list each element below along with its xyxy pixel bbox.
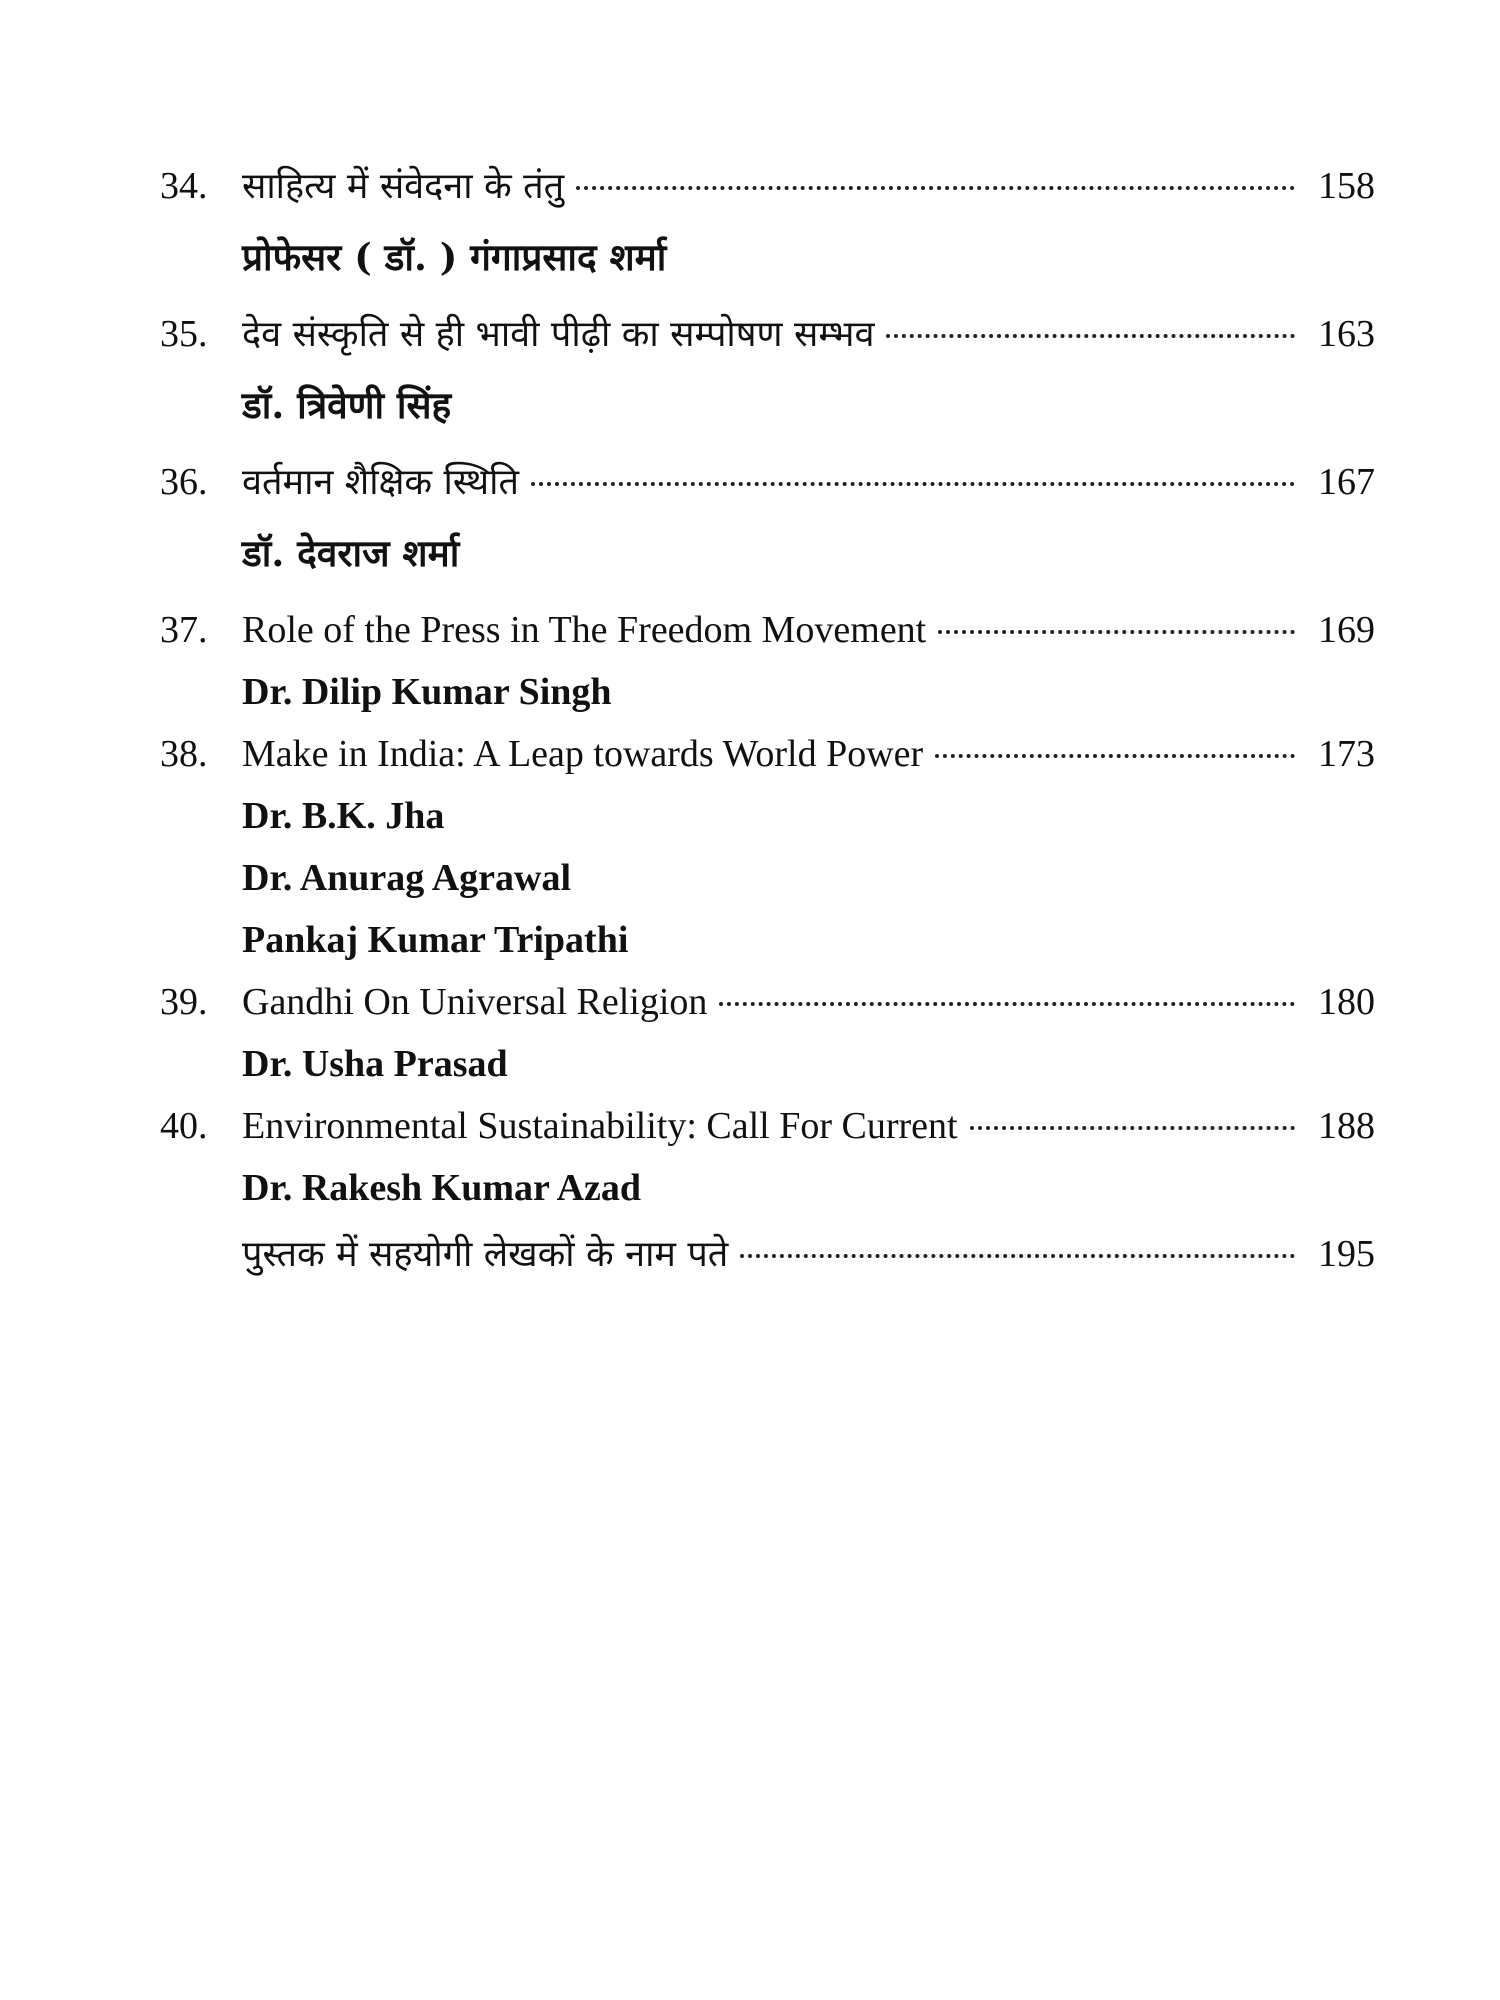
dot-leader [886, 334, 1295, 338]
page-number: 163 [1318, 313, 1375, 355]
entry-title: Gandhi On Universal Religion [242, 981, 708, 1023]
page-number: 180 [1318, 981, 1375, 1023]
entry-author: Dr. Dilip Kumar Singh [242, 671, 612, 713]
entry-number: 34. [160, 165, 208, 207]
dot-leader [740, 1254, 1295, 1258]
entry-number: 35. [160, 313, 208, 355]
toc-title-row [160, 971, 1375, 1033]
dot-leader [938, 630, 1295, 634]
entry-author: डॉ. देवराज शर्मा [242, 531, 460, 575]
page-number: 195 [1318, 1233, 1375, 1275]
toc-title-row [160, 303, 1375, 365]
page-number: 158 [1318, 165, 1375, 207]
entry-author: Dr. Usha Prasad [242, 1043, 508, 1085]
entry-title: पुस्तक में सहयोगी लेखकों के नाम पते [242, 1234, 729, 1275]
toc-entry-37 [160, 599, 1375, 723]
entry-number: 38. [160, 733, 208, 775]
entry-title: वर्तमान शैक्षिक स्थिति [242, 462, 519, 503]
entry-number: 40. [160, 1105, 208, 1147]
dot-leader [576, 186, 1295, 190]
toc-entry-34 [160, 155, 1375, 303]
entry-title: देव संस्कृति से ही भावी पीढ़ी का सम्पोषण सम्भव [242, 314, 875, 355]
entry-author: Dr. Anurag Agrawal [242, 857, 572, 899]
toc-title-row [160, 451, 1375, 513]
toc-entry-contributors [160, 1219, 1375, 1289]
toc-title-row [160, 155, 1375, 217]
entry-title: Environmental Sustainability: Call For Current [242, 1105, 958, 1147]
entry-author: Dr. Rakesh Kumar Azad [242, 1167, 642, 1209]
entry-author: Dr. B.K. Jha [242, 795, 445, 837]
toc-entry-38 [160, 723, 1375, 971]
entry-author: डॉ. त्रिवेणी सिंह [242, 383, 452, 427]
page-number: 188 [1318, 1105, 1375, 1147]
toc-title-row [160, 723, 1375, 785]
entry-title: साहित्य में संवेदना के तंतु [242, 166, 565, 207]
dot-leader [531, 482, 1295, 486]
dot-leader [719, 1002, 1295, 1006]
entry-number: 36. [160, 461, 208, 503]
page-number: 169 [1318, 609, 1375, 651]
dot-leader [970, 1126, 1295, 1130]
table-of-contents [160, 155, 1375, 1289]
toc-title-row [160, 599, 1375, 661]
entry-title: Make in India: A Leap towards World Power [242, 733, 924, 775]
dot-leader [935, 754, 1295, 758]
page-number: 173 [1318, 733, 1375, 775]
page-number: 167 [1318, 461, 1375, 503]
entry-number: 39. [160, 981, 208, 1023]
entry-number: 37. [160, 609, 208, 651]
toc-entry-39 [160, 971, 1375, 1095]
entry-author: Pankaj Kumar Tripathi [242, 919, 629, 961]
toc-entry-36 [160, 451, 1375, 599]
toc-entry-35 [160, 303, 1375, 451]
toc-entry-40 [160, 1095, 1375, 1219]
entry-author: प्रोफेसर ( डॉ. ) गंगाप्रसाद शर्मा [242, 235, 667, 279]
entry-title: Role of the Press in The Freedom Movement [242, 609, 927, 651]
toc-title-row [160, 1219, 1375, 1289]
toc-title-row [160, 1095, 1375, 1157]
